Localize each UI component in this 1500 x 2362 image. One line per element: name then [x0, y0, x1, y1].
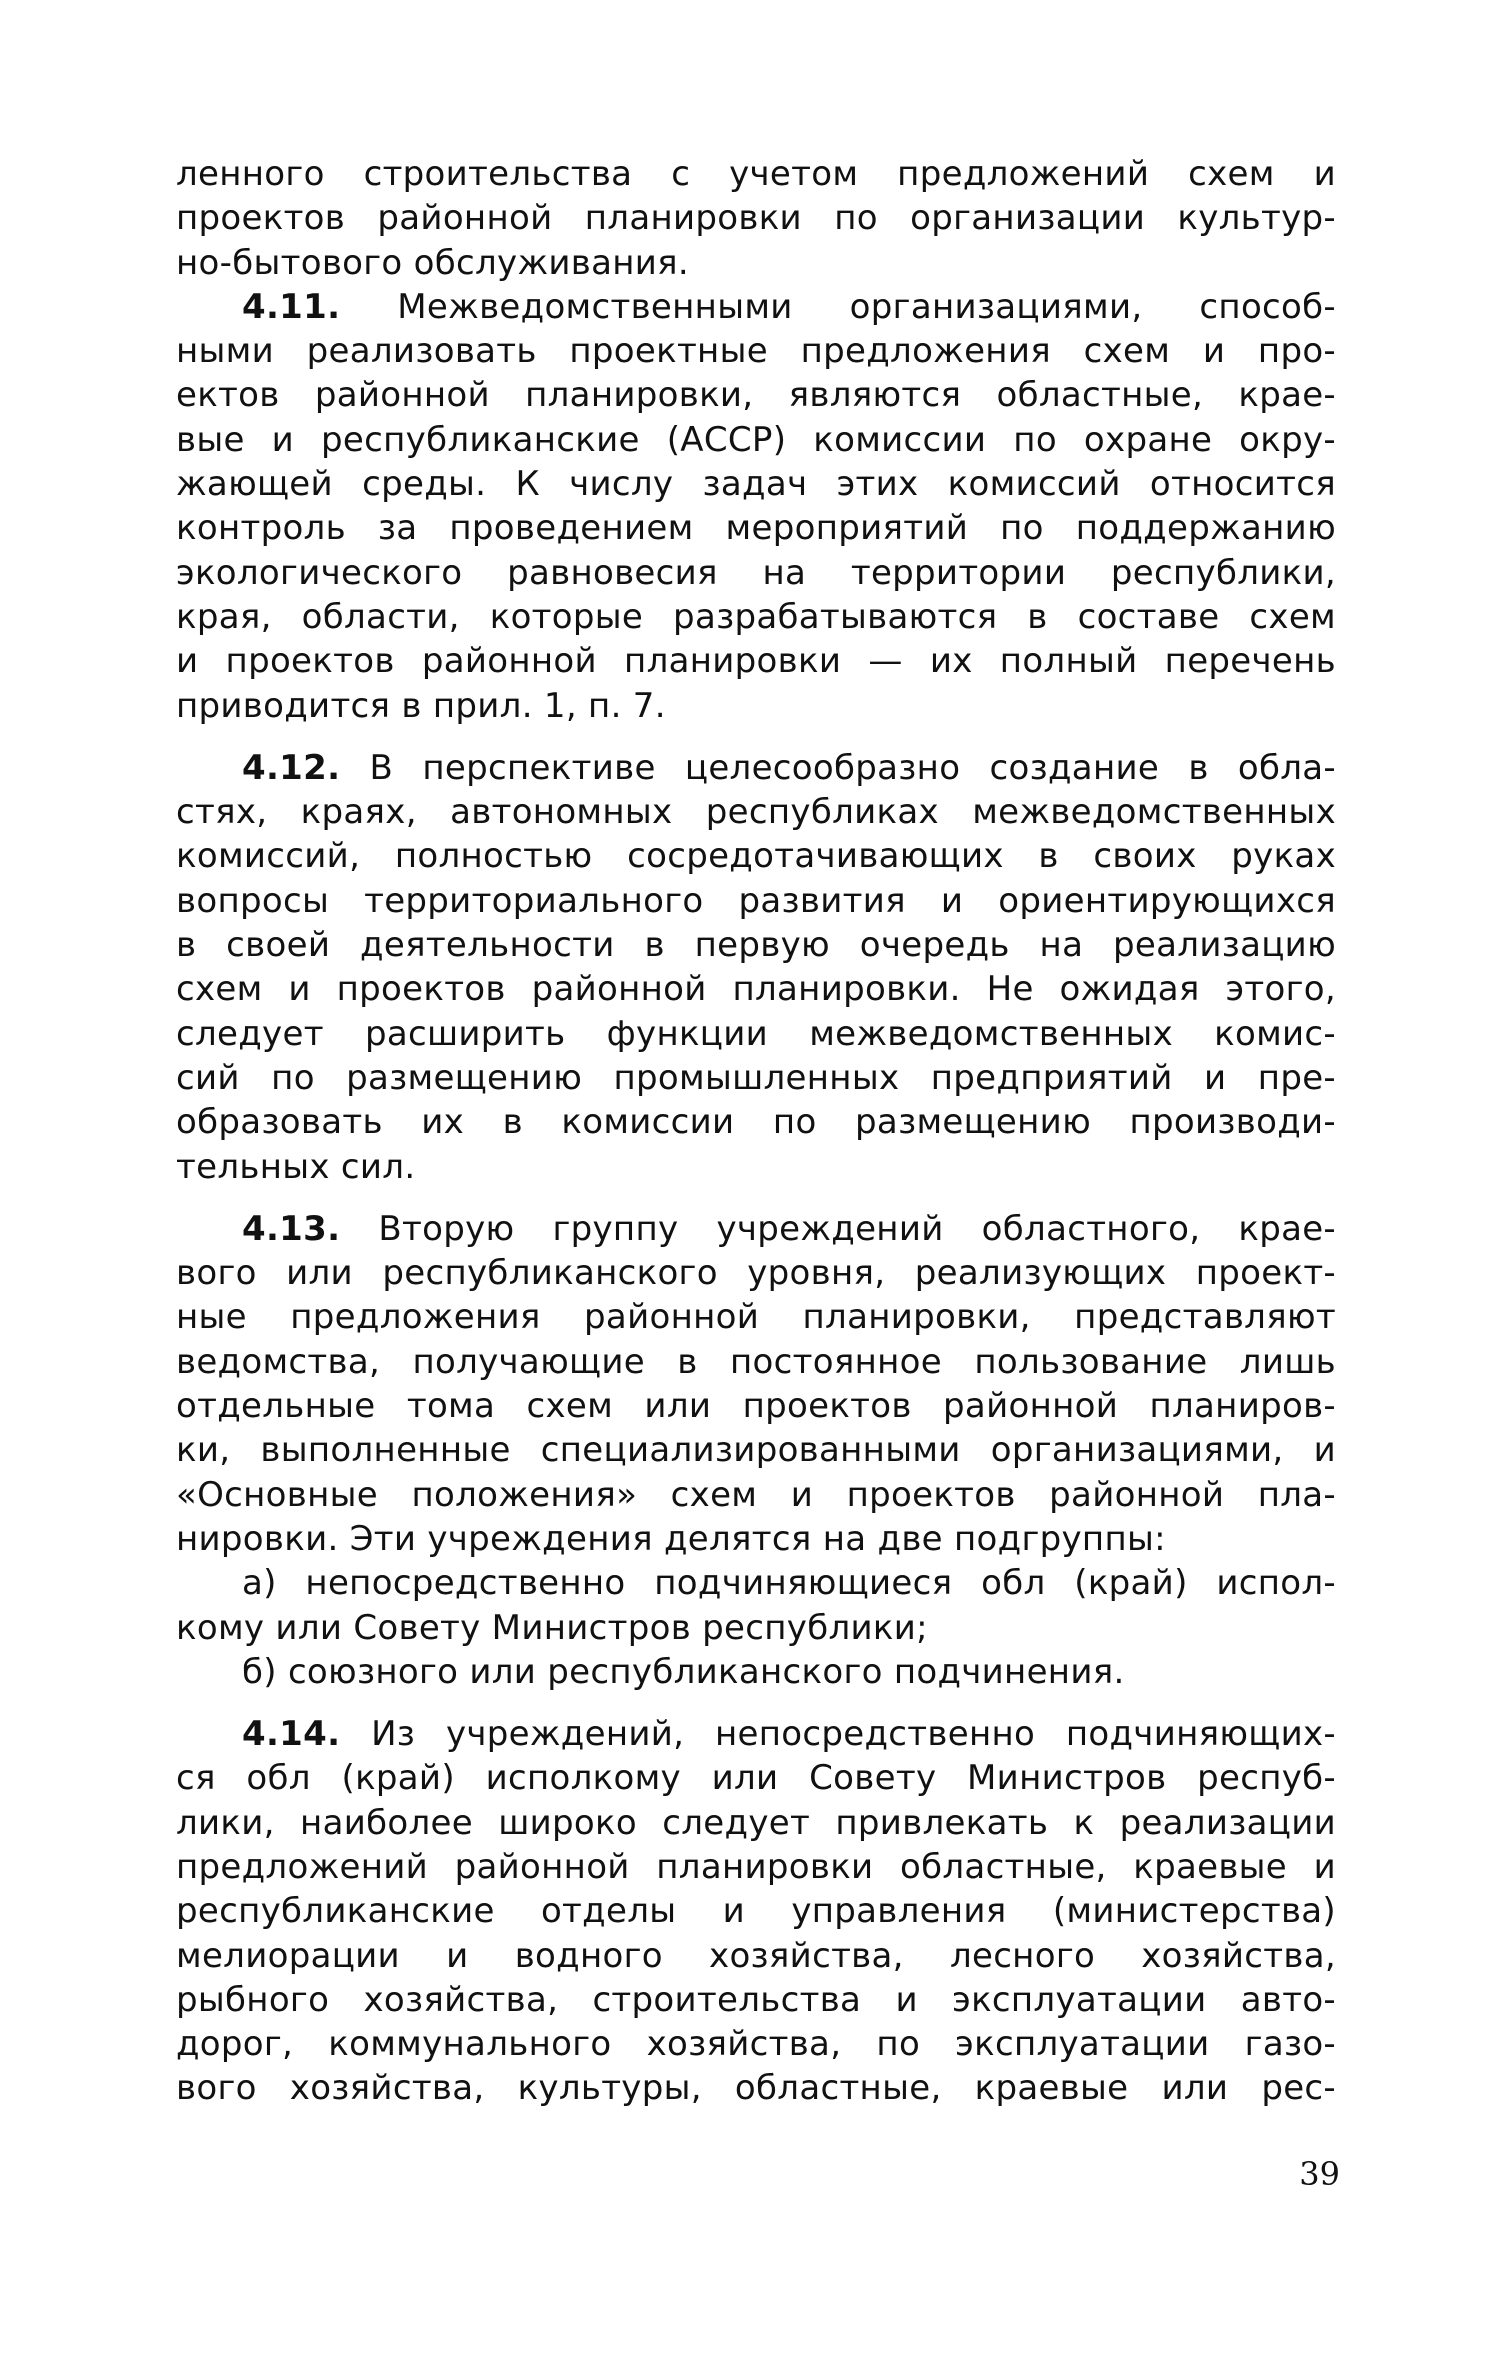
list-item-a: а) непосредственно подчиняющиеся обл (край) испол- [242, 1563, 1336, 1604]
text-line: ектов районной планировки, являются областные, крае- [176, 375, 1336, 416]
paragraph-first-line [176, 746, 1336, 790]
text-line: ные предложения районной планировки, представляют [176, 1297, 1336, 1338]
paragraph-gap [176, 1189, 1336, 1207]
text-line: республиканские отделы и управления (министерства) [176, 1891, 1336, 1932]
text-line: проектов районной планировки по организации культур- [176, 198, 1336, 239]
text-line: и проектов районной планировки — их полный перечень [176, 641, 1336, 682]
text-line: но-бытового обслуживания. [176, 242, 690, 283]
page-number: 39 [1299, 2155, 1340, 2193]
text-line: нировки. Эти учреждения делятся на две подгруппы: [176, 1518, 1166, 1559]
list-item-b: б) союзного или республиканского подчинения. [242, 1651, 1125, 1692]
text-line: комиссий, полностью сосредотачивающих в своих руках [176, 836, 1336, 877]
paragraph-first-line [176, 285, 1336, 329]
text-line: жающей среды. К числу задач этих комиссий относится [176, 464, 1336, 505]
text-line: тельных сил. [176, 1146, 416, 1187]
text-line: Межведомственными организациями, способ- [397, 286, 1336, 327]
text-line: края, области, которые разрабатываются в составе схем [176, 596, 1336, 637]
text-line: приводится в прил. 1, п. 7. [176, 685, 666, 726]
text-line: ки, выполненные специализированными организациями, и [176, 1430, 1336, 1471]
text-line: Из учреждений, непосредственно подчиняющих- [371, 1714, 1336, 1755]
text-line: схем и проектов районной планировки. Не ожидая этого, [176, 969, 1336, 1010]
text-line: вого хозяйства, культуры, областные, краевые или рес- [176, 2068, 1336, 2109]
text-line: мелиорации и водного хозяйства, лесного хозяйства, [176, 1935, 1336, 1976]
paragraph-first-line [176, 1712, 1336, 1756]
text-line: сий по размещению промышленных предприятий и пре- [176, 1057, 1336, 1098]
text-line: ведомства, получающие в постоянное пользование лишь [176, 1341, 1336, 1382]
text-line: вопросы территориального развития и ориентирующихся [176, 880, 1336, 921]
paragraph-gap [176, 1694, 1336, 1712]
text-line: вого или республиканского уровня, реализующих проект- [176, 1253, 1336, 1294]
text-line: рыбного хозяйства, строительства и эксплуатации авто- [176, 1979, 1336, 2020]
text-line: предложений районной планировки областные, краевые и [176, 1846, 1336, 1887]
text-line: кому или Совету Министров республики; [176, 1607, 928, 1648]
paragraph-first-line [176, 1207, 1336, 1251]
text-line: ными реализовать проектные предложения схем и про- [176, 331, 1336, 372]
text-line: в своей деятельности в первую очередь на реализацию [176, 925, 1336, 966]
text-line: В перспективе целесообразно создание в обла- [369, 747, 1336, 788]
text-line: вые и республиканские (АССР) комиссии по охране окру- [176, 419, 1336, 460]
text-line: отдельные тома схем или проектов районной планиров- [176, 1386, 1336, 1427]
text-line: образовать их в комиссии по размещению производи- [176, 1102, 1336, 1143]
text-line: «Основные положения» схем и проектов районной пла- [176, 1474, 1336, 1515]
body-text [176, 152, 1336, 2111]
text-line: следует расширить функции межведомственных комис- [176, 1013, 1336, 1054]
text-line: дорог, коммунального хозяйства, по эксплуатации газо- [176, 2024, 1336, 2065]
text-line: лики, наиболее широко следует привлекать к реализации [176, 1802, 1336, 1843]
text-line: Вторую группу учреждений областного, крае- [378, 1208, 1336, 1249]
section-number: 4.14. [242, 1714, 341, 1755]
text-line: ленного строительства с учетом предложений схем и [176, 154, 1336, 194]
text-line: контроль за проведением мероприятий по поддержанию [176, 508, 1336, 549]
section-number: 4.11. [242, 286, 341, 327]
text-line: стях, краях, автономных республиках межведомственных [176, 792, 1336, 833]
text-line: экологического равновесия на территории республики, [176, 552, 1336, 593]
text-line: ся обл (край) исполкому или Совету Министров респуб- [176, 1758, 1336, 1799]
section-number: 4.12. [242, 747, 341, 788]
section-number: 4.13. [242, 1208, 341, 1249]
paragraph-gap [176, 728, 1336, 746]
